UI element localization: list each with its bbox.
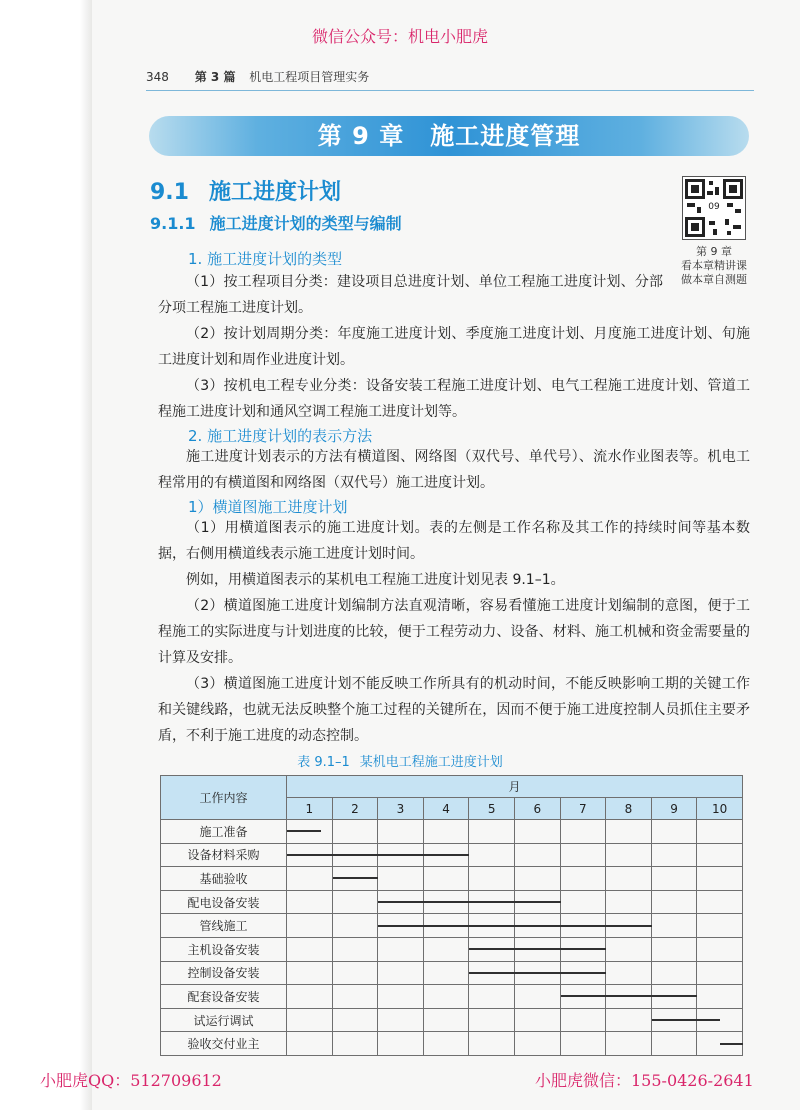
month-cell: [423, 914, 469, 938]
month-cell: [287, 890, 333, 914]
month-header-7: 7: [560, 798, 606, 820]
month-cell: [378, 937, 424, 961]
qr-finder-pattern: [685, 179, 705, 199]
month-cell: [560, 985, 606, 1009]
section-title: 施工进度计划: [208, 180, 341, 205]
month-cell: [469, 914, 515, 938]
month-cell: [560, 890, 606, 914]
month-cell: [651, 1008, 697, 1032]
month-cell: [332, 867, 378, 891]
qr-caption-line: 第 9 章: [696, 245, 732, 258]
month-cell: [606, 914, 652, 938]
section-number: 9.1: [150, 180, 189, 205]
month-cell: [697, 1032, 743, 1056]
month-header-10: 10: [697, 798, 743, 820]
month-header-3: 3: [378, 798, 424, 820]
month-cell: [332, 820, 378, 844]
task-name: 基础验收: [161, 867, 287, 891]
month-cell: [514, 867, 560, 891]
qr-caption-line: 看本章精讲课: [681, 259, 747, 272]
month-cell: [423, 843, 469, 867]
table-row: [161, 820, 743, 844]
month-cell: [378, 1032, 424, 1056]
task-name: 试运行调试: [161, 1008, 287, 1032]
part-title: 机电工程项目管理实务: [249, 70, 370, 84]
task-name: 施工准备: [161, 820, 287, 844]
month-cell: [514, 961, 560, 985]
month-cell: [378, 890, 424, 914]
month-cell: [697, 961, 743, 985]
paragraph-gantt-3: （3）横道图施工进度计划不能反映工作所具有的机动时间，不能反映影响工期的关键工作和关键线路，也就无法反映整个施工过程的关键所在，因而不便于施工进度控制人员抓住主要矛盾，不利于施工进度的动态控制。: [158, 676, 750, 744]
table-row: [161, 867, 743, 891]
month-cell: [287, 961, 333, 985]
running-head: [146, 68, 746, 85]
month-cell: [332, 937, 378, 961]
month-cell: [287, 843, 333, 867]
month-header-2: 2: [332, 798, 378, 820]
month-cell: [560, 843, 606, 867]
month-cell: [332, 1008, 378, 1032]
month-cell: [560, 961, 606, 985]
month-header-5: 5: [469, 798, 515, 820]
column-header-task: 工作内容: [161, 776, 287, 820]
month-cell: [469, 985, 515, 1009]
month-cell: [469, 961, 515, 985]
month-cell: [287, 985, 333, 1009]
qr-center-label: 09: [705, 200, 723, 214]
month-cell: [378, 1008, 424, 1032]
paragraph-types-1: （1）按工程项目分类：建设项目总进度计划、单位工程施工进度计划、分部分项工程施工进度计划。: [158, 274, 663, 316]
month-cell: [560, 1008, 606, 1032]
month-cell: [423, 985, 469, 1009]
month-cell: [378, 843, 424, 867]
month-cell: [332, 961, 378, 985]
task-name: 管线施工: [161, 914, 287, 938]
qr-finder-pattern: [723, 179, 743, 199]
chapter-number: 第 9 章: [317, 122, 405, 150]
heading-plan-types: 1. 施工进度计划的类型: [188, 250, 343, 268]
month-cell: [697, 820, 743, 844]
task-name: 设备材料采购: [161, 843, 287, 867]
month-cell: [469, 1008, 515, 1032]
month-cell: [287, 1008, 333, 1032]
month-cell: [378, 914, 424, 938]
month-cell: [332, 843, 378, 867]
month-cell: [287, 820, 333, 844]
month-cell: [423, 867, 469, 891]
month-cell: [287, 1032, 333, 1056]
column-header-month: 月: [287, 776, 743, 798]
month-cell: [378, 985, 424, 1009]
month-cell: [514, 937, 560, 961]
task-name: 主机设备安装: [161, 937, 287, 961]
month-cell: [423, 937, 469, 961]
paragraph-gantt-2: （2）横道图施工进度计划编制方法直观清晰，容易看懂施工进度计划编制的意图，便于工程施工的实际进度与计划进度的比较，便于工程劳动力、设备、材料、施工机械和资金需要量的计算及安排。: [158, 598, 750, 666]
month-cell: [469, 820, 515, 844]
month-cell: [651, 961, 697, 985]
table-row: [161, 961, 743, 985]
schedule-bar: [720, 1043, 743, 1045]
month-cell: [469, 843, 515, 867]
schedule-bar: [333, 877, 379, 879]
month-cell: [606, 843, 652, 867]
heading-gantt: 1）横道图施工进度计划: [188, 498, 348, 516]
month-cell: [651, 985, 697, 1009]
part-label: 第 3 篇: [194, 70, 236, 84]
month-cell: [514, 985, 560, 1009]
month-cell: [514, 820, 560, 844]
month-cell: [332, 914, 378, 938]
month-cell: [423, 890, 469, 914]
month-cell: [651, 1032, 697, 1056]
month-cell: [697, 843, 743, 867]
month-cell: [423, 961, 469, 985]
month-header-1: 1: [287, 798, 333, 820]
month-cell: [560, 937, 606, 961]
month-cell: [287, 937, 333, 961]
month-cell: [287, 914, 333, 938]
month-cell: [378, 820, 424, 844]
month-cell: [606, 820, 652, 844]
month-cell: [651, 890, 697, 914]
month-cell: [606, 985, 652, 1009]
month-cell: [651, 867, 697, 891]
heading-representation: 2. 施工进度计划的表示方法: [188, 427, 373, 445]
month-cell: [514, 914, 560, 938]
month-cell: [606, 937, 652, 961]
month-cell: [697, 867, 743, 891]
paragraph-types-2: （2）按计划周期分类：年度施工进度计划、季度施工进度计划、月度施工进度计划、旬施工进度计划和周作业进度计划。: [158, 326, 750, 368]
month-cell: [378, 961, 424, 985]
month-cell: [651, 937, 697, 961]
paragraph-gantt-1: （1）用横道图表示的施工进度计划。表的左侧是工作名称及其工作的持续时间等基本数据，右侧用横道线表示施工进度计划时间。: [158, 520, 750, 562]
month-cell: [651, 820, 697, 844]
month-header-6: 6: [514, 798, 560, 820]
watermark-top: 微信公众号：机电小肥虎: [311, 27, 488, 46]
month-cell: [697, 890, 743, 914]
month-cell: [651, 843, 697, 867]
month-cell: [697, 937, 743, 961]
table-row: [161, 1032, 743, 1056]
month-cell: [514, 890, 560, 914]
task-name: 控制设备安装: [161, 961, 287, 985]
qr-finder-pattern: [685, 217, 705, 237]
page-number: 348: [146, 70, 169, 84]
schedule-table: [160, 775, 743, 1056]
month-cell: [560, 914, 606, 938]
table-row: [161, 985, 743, 1009]
table-row: [161, 890, 743, 914]
month-cell: [697, 914, 743, 938]
month-cell: [332, 985, 378, 1009]
chapter-banner: [149, 116, 749, 156]
task-name: 配套设备安装: [161, 985, 287, 1009]
table-row: [161, 1008, 743, 1032]
subsection-heading: [150, 211, 402, 234]
month-cell: [514, 1032, 560, 1056]
month-cell: [469, 867, 515, 891]
month-cell: [469, 890, 515, 914]
month-cell: [697, 1008, 743, 1032]
month-cell: [378, 867, 424, 891]
running-head-rule: [146, 90, 754, 91]
qr-caption-line: 做本章自测题: [681, 273, 747, 286]
section-heading: [150, 175, 341, 206]
paragraph-types-3: （3）按机电工程专业分类：设备安装工程施工进度计划、电气工程施工进度计划、管道工程施工进度计划和通风空调工程施工进度计划等。: [158, 378, 750, 420]
table-caption-title: 某机电工程施工进度计划: [359, 755, 503, 770]
watermark-bottom-right: 小肥虎微信：155-0426-2641: [535, 1071, 754, 1090]
month-header-4: 4: [423, 798, 469, 820]
month-header-9: 9: [651, 798, 697, 820]
paragraph-methods: 施工进度计划表示的方法有横道图、网络图（双代号、单代号）、流水作业图表等。机电工程常用的有横道图和网络图（双代号）施工进度计划。: [158, 449, 750, 491]
chapter-title: 施工进度管理: [430, 122, 581, 150]
month-cell: [651, 914, 697, 938]
task-name: 验收交付业主: [161, 1032, 287, 1056]
month-cell: [560, 820, 606, 844]
task-name: 配电设备安装: [161, 890, 287, 914]
schedule-bar: [287, 830, 321, 832]
table-row: [161, 937, 743, 961]
month-cell: [606, 961, 652, 985]
table-caption-number: 表 9.1–1: [297, 755, 350, 770]
qr-code-icon[interactable]: [682, 176, 746, 240]
month-cell: [606, 890, 652, 914]
watermark-bottom-left: 小肥虎QQ：512709612: [40, 1071, 222, 1090]
subsection-title: 施工进度计划的类型与编制: [209, 214, 402, 233]
month-cell: [469, 937, 515, 961]
paragraph-gantt-example: 例如，用横道图表示的某机电工程施工进度计划见表 9.1–1。: [186, 572, 565, 588]
subsection-number: 9.1.1: [150, 214, 196, 233]
month-cell: [697, 985, 743, 1009]
month-cell: [560, 867, 606, 891]
table-caption: [0, 751, 800, 770]
month-cell: [423, 820, 469, 844]
month-cell: [606, 867, 652, 891]
month-cell: [606, 1008, 652, 1032]
month-cell: [332, 1032, 378, 1056]
table-row: [161, 843, 743, 867]
month-cell: [560, 1032, 606, 1056]
month-cell: [514, 1008, 560, 1032]
month-cell: [287, 867, 333, 891]
month-cell: [514, 843, 560, 867]
month-cell: [332, 890, 378, 914]
month-header-8: 8: [606, 798, 652, 820]
month-cell: [423, 1032, 469, 1056]
month-cell: [606, 1032, 652, 1056]
month-cell: [469, 1032, 515, 1056]
month-cell: [423, 1008, 469, 1032]
table-row: [161, 914, 743, 938]
